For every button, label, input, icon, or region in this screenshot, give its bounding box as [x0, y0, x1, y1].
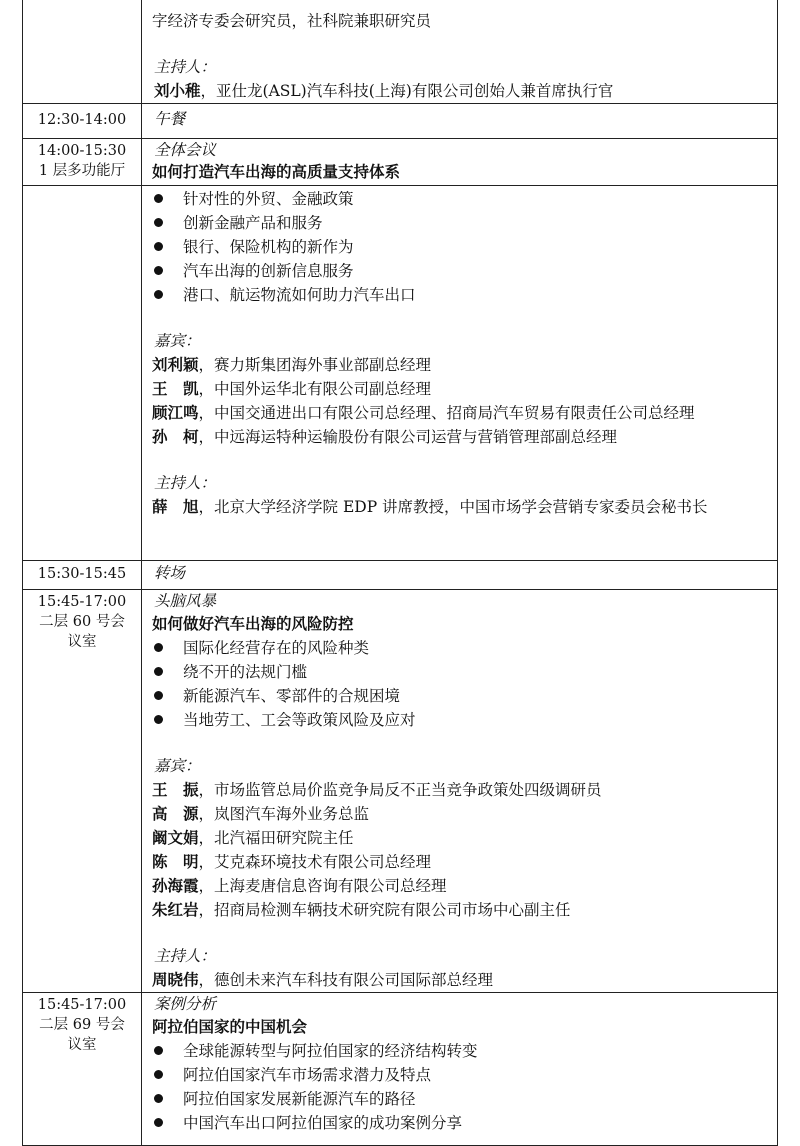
- host-label: 主持人：: [154, 474, 217, 492]
- guests-label: 嘉宾：: [154, 332, 201, 350]
- agenda-row: [23, 993, 778, 1146]
- session-time: 14:00-15:30: [37, 143, 127, 159]
- guest-entry: 王 振，市场监管总局价监竞争局反不正当竞争政策处四级调研员: [152, 780, 602, 799]
- bullet-icon: [154, 643, 163, 652]
- continued-text: 字经济专委会研究员，社科院兼职研究员: [152, 12, 432, 30]
- bullet-icon: [154, 1070, 163, 1079]
- guest-entry: 孙海霞，上海麦唐信息咨询有限公司总经理: [152, 876, 447, 895]
- agenda-row: [23, 186, 778, 561]
- bullet-icon: [154, 194, 163, 203]
- bullet-icon: [154, 1094, 163, 1103]
- host-desc: 亚仕龙(ASL)汽车科技(上海)有限公司创始人兼首席执行官: [216, 82, 614, 100]
- session-title: 如何打造汽车出海的高质量支持体系: [152, 162, 401, 181]
- bullet-icon: [154, 715, 163, 724]
- time-cell: [23, 0, 142, 104]
- bullet-icon: [154, 667, 163, 676]
- session-time: 12:30-14:00: [37, 112, 127, 128]
- session-title: 阿拉伯国家的中国机会: [152, 1017, 308, 1036]
- session-room: 1 层多功能厅: [38, 163, 126, 179]
- guest-entry: 高 源，岚图汽车海外业务总监: [152, 804, 370, 823]
- list-item: 绕不开的法规门槛: [152, 660, 771, 684]
- session-label: 转场: [154, 564, 186, 582]
- host-sep: ，: [200, 82, 217, 100]
- list-item: 港口、航运物流如何助力汽车出口: [152, 283, 771, 307]
- list-item: 创新金融产品和服务: [152, 211, 771, 235]
- agenda-row: [23, 104, 778, 139]
- guest-entry: 顾江鸣，中国交通进出口有限公司总经理、招商局汽车贸易有限责任公司总经理: [152, 403, 695, 422]
- bullet-icon: [154, 242, 163, 251]
- list-item: 国际化经营存在的风险种类: [152, 636, 771, 660]
- list-item: 汽车出海的创新信息服务: [152, 259, 771, 283]
- time-cell: [23, 561, 142, 590]
- guest-entry: 朱红岩，招商局检测车辆技术研究院有限公司市场中心副主任: [152, 900, 571, 919]
- time-cell: [23, 186, 142, 561]
- guest-entry: 陈 明，艾克森环境技术有限公司总经理: [152, 852, 432, 871]
- agenda-row: [23, 590, 778, 993]
- host-name: 刘小稚: [154, 81, 201, 100]
- time-cell: [23, 139, 142, 186]
- content-cell: [142, 561, 778, 590]
- session-time: 15:30-15:45: [37, 566, 127, 582]
- list-item: 阿拉伯国家汽车市场需求潜力及特点: [152, 1063, 771, 1087]
- list-item: 银行、保险机构的新作为: [152, 235, 771, 259]
- bullet-icon: [154, 290, 163, 299]
- list-item: 当地劳工、工会等政策风险及应对: [152, 708, 771, 732]
- list-item: 新能源汽车、零部件的合规困境: [152, 684, 771, 708]
- list-item: 中国汽车出口阿拉伯国家的成功案例分享: [152, 1111, 771, 1135]
- session-time: 15:45-17:00: [37, 997, 127, 1013]
- session-label: 午餐: [154, 110, 186, 128]
- list-item: 针对性的外贸、金融政策: [152, 187, 771, 211]
- agenda-row: [23, 561, 778, 590]
- session-room: 二层 60 号会议室: [39, 614, 125, 650]
- session-time: 15:45-17:00: [37, 594, 127, 610]
- agenda-row: [23, 139, 778, 186]
- list-item: 全球能源转型与阿拉伯国家的经济结构转变: [152, 1039, 771, 1063]
- bullet-icon: [154, 1118, 163, 1127]
- content-cell: [142, 186, 778, 561]
- time-cell: [23, 590, 142, 993]
- bullet-icon: [154, 218, 163, 227]
- bullet-icon: [154, 691, 163, 700]
- agenda-row: [23, 0, 778, 104]
- host-entry: 薛 旭，北京大学经济学院 EDP 讲席教授，中国市场学会营销专家委员会秘书长: [152, 497, 708, 516]
- bullet-icon: [154, 1046, 163, 1055]
- host-label: 主持人：: [154, 58, 217, 76]
- guests-label: 嘉宾：: [154, 757, 201, 775]
- guest-entry: 孙 柯，中远海运特种运输股份有限公司运营与营销管理部副总经理: [152, 427, 618, 446]
- time-cell: [23, 104, 142, 139]
- content-cell: [142, 590, 778, 993]
- session-room: 二层 69 号会议室: [39, 1017, 125, 1053]
- guest-entry: 阚文娟，北汽福田研究院主任: [152, 828, 354, 847]
- session-title: 如何做好汽车出海的风险防控: [152, 614, 354, 633]
- guest-entry: 王 凯，中国外运华北有限公司副总经理: [152, 379, 432, 398]
- content-cell: [142, 104, 778, 139]
- session-label: 全体会议: [154, 141, 217, 159]
- bullet-icon: [154, 266, 163, 275]
- session-label: 头脑风暴: [154, 592, 217, 610]
- content-cell: [142, 0, 778, 104]
- time-cell: [23, 993, 142, 1146]
- list-item: 阿拉伯国家发展新能源汽车的路径: [152, 1087, 771, 1111]
- agenda-table: [22, 0, 778, 1146]
- content-cell: [142, 139, 778, 186]
- host-label: 主持人：: [154, 947, 217, 965]
- content-cell: [142, 993, 778, 1146]
- guest-entry: 刘利颖，赛力斯集团海外事业部副总经理: [152, 355, 432, 374]
- host-entry: 周晓伟，德创未来汽车科技有限公司国际部总经理: [152, 970, 494, 989]
- host-entry: [152, 79, 771, 103]
- session-label: 案例分析: [154, 995, 217, 1013]
